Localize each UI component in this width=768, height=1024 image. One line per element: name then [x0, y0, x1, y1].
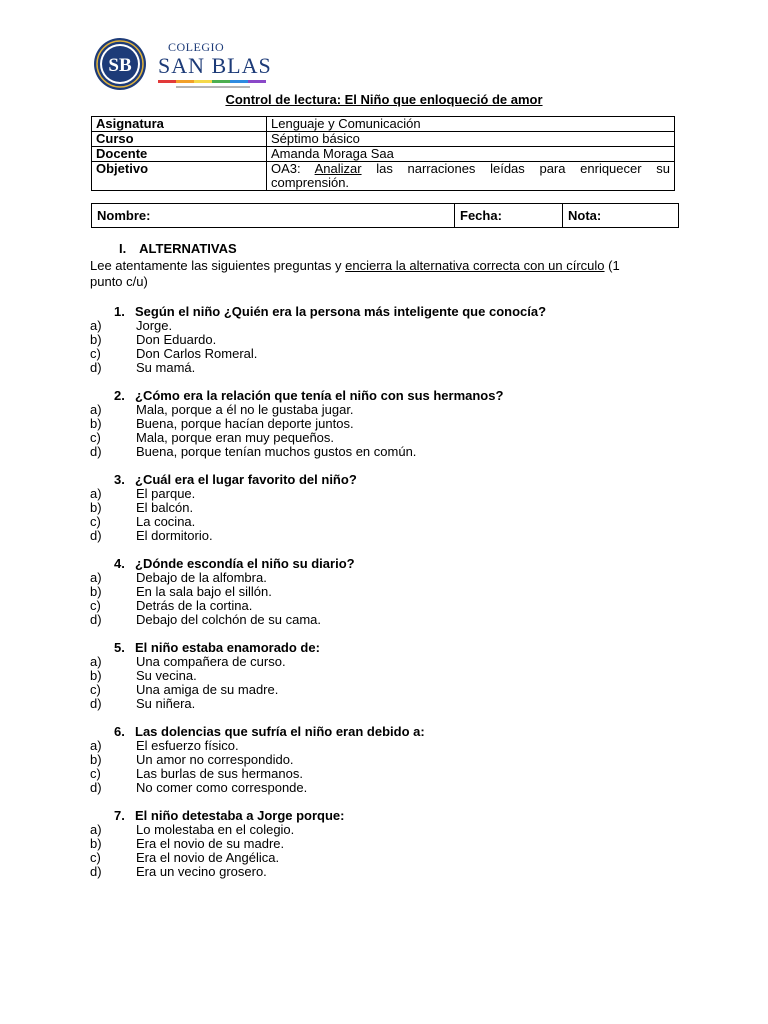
- option-text: Era un vecino grosero.: [136, 864, 267, 879]
- option-d[interactable]: [90, 697, 690, 711]
- option-text: La cocina.: [136, 514, 196, 529]
- school-crest-icon: [90, 36, 150, 92]
- option-letter: c): [90, 598, 101, 613]
- option-letter: c): [90, 682, 101, 697]
- objetivo-keyword: Analizar: [314, 161, 362, 176]
- stripe-blue: [230, 80, 248, 83]
- stripe-red: [158, 80, 176, 83]
- website-line: [176, 86, 250, 88]
- option-text: No comer como corresponde.: [136, 780, 308, 795]
- section-title: ALTERNATIVAS: [139, 241, 237, 256]
- stripe-purple: [248, 80, 266, 83]
- instructions: [90, 258, 650, 290]
- document-title: Control de lectura: El Niño que enloqueció de amor: [225, 92, 543, 107]
- option-b[interactable]: [90, 753, 690, 767]
- option-text: Mala, porque eran muy pequeños.: [136, 430, 335, 445]
- option-text: Buena, porque tenían muchos gustos en común.: [136, 444, 417, 459]
- option-letter: d): [90, 360, 102, 375]
- questions-list: [90, 305, 690, 893]
- instruction-start: Lee atentamente las siguientes preguntas y: [90, 258, 346, 273]
- asignatura-value: Lenguaje y Comunicación: [267, 117, 675, 132]
- question-text: El niño detestaba a Jorge porque:: [135, 808, 345, 823]
- option-text: El parque.: [136, 486, 196, 501]
- nota-label: Nota:: [568, 208, 602, 223]
- option-text: Don Carlos Romeral.: [136, 346, 258, 361]
- school-logo: [90, 36, 290, 92]
- option-c[interactable]: [90, 683, 690, 697]
- option-b[interactable]: [90, 669, 690, 683]
- option-letter: c): [90, 766, 101, 781]
- option-d[interactable]: [90, 445, 690, 459]
- option-text: El esfuerzo físico.: [136, 738, 239, 753]
- option-text: El dormitorio.: [136, 528, 213, 543]
- curso-label: Curso: [92, 132, 267, 147]
- question-text: ¿Cuál era el lugar favorito del niño?: [135, 472, 357, 487]
- nombre-label: Nombre:: [97, 208, 151, 223]
- curso-value: Séptimo básico: [267, 132, 675, 147]
- option-c[interactable]: [90, 599, 690, 613]
- question-1: [90, 305, 690, 375]
- option-d[interactable]: [90, 361, 690, 375]
- option-c[interactable]: [90, 767, 690, 781]
- option-letter: b): [90, 416, 102, 431]
- question-7: [90, 809, 690, 879]
- docente-value: Amanda Moraga Saa: [267, 147, 675, 162]
- option-text: Detrás de la cortina.: [136, 598, 253, 613]
- option-text: Su mamá.: [136, 360, 196, 375]
- option-letter: b): [90, 584, 102, 599]
- fecha-field[interactable]: [455, 204, 563, 228]
- option-a[interactable]: [90, 487, 690, 501]
- option-letter: b): [90, 752, 102, 767]
- option-letter: d): [90, 864, 102, 879]
- question-number: 6.: [114, 724, 125, 739]
- option-d[interactable]: [90, 781, 690, 795]
- option-letter: b): [90, 332, 102, 347]
- row-objetivo: [92, 162, 675, 191]
- color-stripe: [158, 80, 266, 83]
- option-text: Una amiga de su madre.: [136, 682, 279, 697]
- option-text: Buena, porque hacían deporte juntos.: [136, 416, 354, 431]
- option-letter: a): [90, 822, 102, 837]
- option-d[interactable]: [90, 529, 690, 543]
- section-heading: [119, 241, 237, 256]
- option-letter: a): [90, 318, 102, 333]
- question-heading: [90, 305, 690, 319]
- objetivo-rest: las narraciones leídas para enriquecer su comprensión.: [271, 161, 670, 190]
- option-letter: d): [90, 444, 102, 459]
- option-text: Era el novio de su madre.: [136, 836, 285, 851]
- instruction-end: (1 punto c/u): [90, 258, 620, 289]
- option-letter: c): [90, 430, 101, 445]
- crest-letters: SB: [108, 55, 132, 76]
- objetivo-label: Objetivo: [92, 162, 267, 191]
- school-name-line2: SAN BLAS: [158, 53, 272, 78]
- question-heading: [90, 389, 690, 403]
- option-text: Mala, porque a él no le gustaba jugar.: [136, 402, 354, 417]
- school-name-line1: COLEGIO: [168, 40, 225, 54]
- option-letter: d): [90, 780, 102, 795]
- option-text: En la sala bajo el sillón.: [136, 584, 272, 599]
- option-c[interactable]: [90, 431, 690, 445]
- option-letter: d): [90, 696, 102, 711]
- question-3: [90, 473, 690, 543]
- question-text: ¿Cómo era la relación que tenía el niño con sus hermanos?: [135, 388, 504, 403]
- option-letter: b): [90, 500, 102, 515]
- question-text: Según el niño ¿Quién era la persona más inteligente que conocía?: [135, 304, 547, 319]
- objetivo-prefix: OA3:: [271, 161, 315, 176]
- option-a[interactable]: [90, 823, 690, 837]
- question-6: [90, 725, 690, 795]
- docente-label: Docente: [92, 147, 267, 162]
- section-number: I.: [119, 241, 127, 256]
- option-text: Debajo del colchón de su cama.: [136, 612, 322, 627]
- option-letter: a): [90, 570, 102, 585]
- option-text: El balcón.: [136, 500, 194, 515]
- option-text: Su vecina.: [136, 668, 197, 683]
- stripe-green: [212, 80, 230, 83]
- question-heading: [90, 725, 690, 739]
- option-b[interactable]: [90, 501, 690, 515]
- option-a[interactable]: [90, 739, 690, 753]
- question-heading: [90, 641, 690, 655]
- question-text: Las dolencias que sufría el niño eran debido a:: [135, 724, 425, 739]
- option-text: Un amor no correspondido.: [136, 752, 294, 767]
- option-text: Las burlas de sus hermanos.: [136, 766, 303, 781]
- option-text: Era el novio de Angélica.: [136, 850, 280, 865]
- option-text: Una compañera de curso.: [136, 654, 286, 669]
- option-text: Jorge.: [136, 318, 173, 333]
- stripe-yellow: [194, 80, 212, 83]
- option-letter: c): [90, 514, 101, 529]
- option-letter: c): [90, 346, 101, 361]
- student-info-table: [91, 203, 679, 228]
- option-text: Don Eduardo.: [136, 332, 217, 347]
- school-name: [158, 40, 272, 77]
- question-2: [90, 389, 690, 459]
- option-letter: d): [90, 612, 102, 627]
- fecha-label: Fecha:: [460, 208, 502, 223]
- course-info-table: [91, 116, 675, 191]
- option-a[interactable]: [90, 571, 690, 585]
- option-b[interactable]: [90, 333, 690, 347]
- instruction-emphasis: encierra la alternativa correcta con un círculo: [345, 258, 605, 273]
- student-row: [92, 204, 679, 228]
- question-number: 4.: [114, 556, 125, 571]
- option-d[interactable]: [90, 865, 690, 879]
- option-c[interactable]: [90, 347, 690, 361]
- option-c[interactable]: [90, 851, 690, 865]
- objetivo-value: [267, 162, 675, 191]
- option-letter: a): [90, 486, 102, 501]
- option-a[interactable]: [90, 319, 690, 333]
- question-heading: [90, 809, 690, 823]
- stripe-orange: [176, 80, 194, 83]
- option-letter: a): [90, 402, 102, 417]
- option-letter: c): [90, 850, 101, 865]
- question-number: 1.: [114, 304, 125, 319]
- row-docente: [92, 147, 675, 162]
- question-heading: [90, 557, 690, 571]
- option-letter: a): [90, 654, 102, 669]
- row-asignatura: [92, 117, 675, 132]
- option-b[interactable]: [90, 417, 690, 431]
- question-5: [90, 641, 690, 711]
- option-a[interactable]: [90, 655, 690, 669]
- option-b[interactable]: [90, 585, 690, 599]
- option-b[interactable]: [90, 837, 690, 851]
- question-heading: [90, 473, 690, 487]
- option-c[interactable]: [90, 515, 690, 529]
- question-number: 5.: [114, 640, 125, 655]
- option-letter: a): [90, 738, 102, 753]
- nombre-field[interactable]: [92, 204, 455, 228]
- asignatura-label: Asignatura: [92, 117, 267, 132]
- question-text: El niño estaba enamorado de:: [135, 640, 320, 655]
- question-number: 3.: [114, 472, 125, 487]
- question-number: 7.: [114, 808, 125, 823]
- option-text: Lo molestaba en el colegio.: [136, 822, 295, 837]
- nota-field[interactable]: [563, 204, 679, 228]
- option-letter: b): [90, 668, 102, 683]
- option-letter: d): [90, 528, 102, 543]
- option-a[interactable]: [90, 403, 690, 417]
- option-d[interactable]: [90, 613, 690, 627]
- option-text: Su niñera.: [136, 696, 196, 711]
- option-text: Debajo de la alfombra.: [136, 570, 267, 585]
- question-number: 2.: [114, 388, 125, 403]
- option-letter: b): [90, 836, 102, 851]
- question-4: [90, 557, 690, 627]
- row-curso: [92, 132, 675, 147]
- question-text: ¿Dónde escondía el niño su diario?: [135, 556, 355, 571]
